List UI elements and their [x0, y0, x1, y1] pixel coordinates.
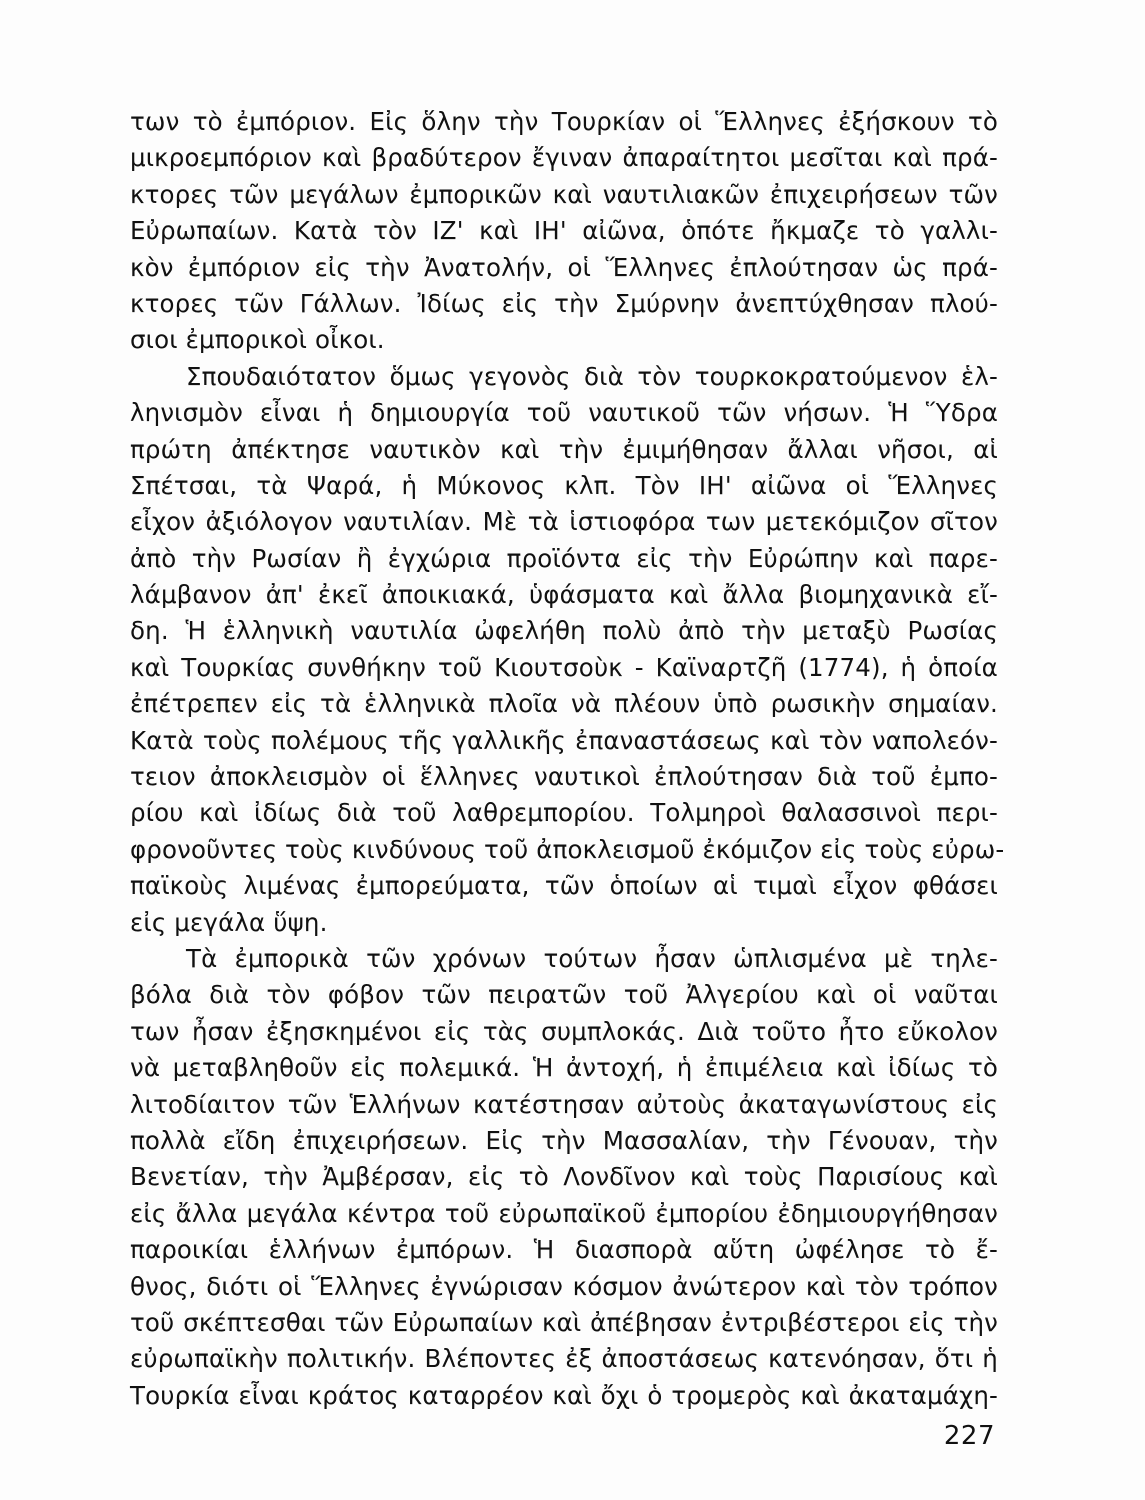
text-line: Σπέτσαι, τὰ Ψαρά, ἡ Μύκονος κλπ. Τὸν ΙΗ' αἰῶνα οἱ Ἕλληνες [130, 470, 998, 500]
text-line: ἀπὸ τὴν Ρωσίαν ἢ ἐγχώρια προϊόντα εἰς τὴν Εὐρώπην καὶ παρε- [130, 543, 998, 573]
page-number: 227 [943, 1421, 995, 1451]
text-line: ἐπέτρεπεν εἰς τὰ ἑλληνικὰ πλοῖα νὰ πλέουν ὑπὸ ρωσικὴν σημαίαν. [130, 689, 998, 719]
text-line: των τὸ ἐμπόριον. Εἰς ὅλην τὴν Τουρκίαν οἱ Ἕλληνες ἐξήσκουν τὸ [130, 107, 998, 136]
text-line: Σπουδαιότατον ὅμως γεγονὸς διὰ τὸν τουρκοκρατούμενον ἑλ- [186, 361, 998, 391]
body-text [130, 104, 1005, 1414]
text-line: νὰ μεταβληθοῦν εἰς πολεμικά. Ἡ ἀντοχή, ἡ ἐπιμέλεια καὶ ἰδίως τὸ [130, 1053, 998, 1083]
text-line: κὸν ἐμπόριον εἰς τὴν Ἀνατολήν, οἱ Ἕλληνες ἐπλούτησαν ὡς πρά- [130, 252, 998, 282]
text-line: ληνισμὸν εἶναι ἡ δημιουργία τοῦ ναυτικοῦ τῶν νήσων. Ἡ Ὕδρα [130, 398, 998, 428]
text-line: λιτοδίαιτον τῶν Ἑλλήνων κατέστησαν αὐτοὺς ἀκαταγωνίστους εἰς [130, 1089, 998, 1119]
text-line: ρίου καὶ ἰδίως διὰ τοῦ λαθρεμπορίου. Τολμηροὶ θαλασσινοὶ περι- [130, 798, 998, 828]
text-line: τειον ἀποκλεισμὸν οἱ ἕλληνες ναυτικοὶ ἐπλούτησαν διὰ τοῦ ἐμπο- [130, 762, 998, 792]
text-line: βόλα διὰ τὸν φόβον τῶν πειρατῶν τοῦ Ἀλγερίου καὶ οἱ ναῦται [130, 980, 998, 1010]
text-line: θνος, διότι οἱ Ἕλληνες ἐγνώρισαν κόσμον ἀνώτερον καὶ τὸν τρόπον [130, 1271, 998, 1301]
text-line: πολλὰ εἴδη ἐπιχειρήσεων. Εἰς τὴν Μασσαλίαν, τὴν Γένουαν, τὴν [130, 1125, 998, 1155]
text-line: καὶ Τουρκίας συνθήκην τοῦ Κιουτσοὺκ - Καϊναρτζῆ (1774), ἡ ὁποία [130, 652, 998, 682]
text-line: τοῦ σκέπτεσθαι τῶν Εὐρωπαίων καὶ ἀπέβησαν ἐντριβέστεροι εἰς τὴν [130, 1307, 998, 1337]
text-line: λάμβανον ἀπ' ἐκεῖ ἀποικιακά, ὑφάσματα καὶ ἄλλα βιομηχανικὰ εἴ- [130, 580, 998, 610]
text-line: των ἦσαν ἐξησκημένοι εἰς τὰς συμπλοκάς. Διὰ τοῦτο ἦτο εὔκολον [130, 1016, 998, 1046]
text-line: κτορες τῶν μεγάλων ἐμπορικῶν καὶ ναυτιλιακῶν ἐπιχειρήσεων τῶν [130, 179, 998, 209]
text-line: εἰς μεγάλα ὕψη. [130, 907, 328, 937]
text-line: παροικίαι ἑλλήνων ἐμπόρων. Ἡ διασπορὰ αὕτη ὠφέλησε τὸ ἔ- [130, 1235, 998, 1265]
text-line: σιοι ἐμπορικοὶ οἶκοι. [130, 325, 385, 355]
text-line: εἰς ἄλλα μεγάλα κέντρα τοῦ εὐρωπαϊκοῦ ἐμπορίου ἐδημιουργήθησαν [130, 1198, 998, 1228]
text-line: εὐρωπαϊκὴν πολιτικήν. Βλέποντες ἐξ ἀποστάσεως κατενόησαν, ὅτι ἡ [130, 1344, 998, 1374]
text-line: Εὐρωπαίων. Κατὰ τὸν ΙΖ' καὶ ΙΗ' αἰῶνα, ὁπότε ἤκμαζε τὸ γαλλι- [130, 216, 998, 246]
text-line: δη. Ἡ ἑλληνικὴ ναυτιλία ὠφελήθη πολὺ ἀπὸ τὴν μεταξὺ Ρωσίας [130, 616, 998, 646]
text-line: μικροεμπόριον καὶ βραδύτερον ἔγιναν ἀπαραίτητοι μεσῖται καὶ πρά- [130, 143, 998, 173]
text-line: Βενετίαν, τὴν Ἀμβέρσαν, εἰς τὸ Λονδῖνον καὶ τοὺς Παρισίους καὶ [130, 1162, 998, 1192]
text-line: Τουρκία εἶναι κράτος καταρρέον καὶ ὄχι ὁ τρομερὸς καὶ ἀκαταμάχη- [130, 1380, 998, 1410]
text-line: φρονοῦντες τοὺς κινδύνους τοῦ ἀποκλεισμοῦ ἐκόμιζον εἰς τοὺς εὐρω- [130, 834, 1005, 864]
text-line: Τὰ ἐμπορικὰ τῶν χρόνων τούτων ἦσαν ὡπλισμένα μὲ τηλε- [186, 943, 998, 973]
text-line: παϊκοὺς λιμένας ἐμπορεύματα, τῶν ὁποίων αἱ τιμαὶ εἶχον φθάσει [130, 871, 998, 901]
text-line: Κατὰ τοὺς πολέμους τῆς γαλλικῆς ἐπαναστάσεως καὶ τὸν ναπολεόν- [130, 725, 998, 755]
text-line: εἶχον ἀξιόλογον ναυτιλίαν. Μὲ τὰ ἱστιοφόρα των μετεκόμιζον σῖτον [130, 507, 998, 537]
text-line: πρώτη ἀπέκτησε ναυτικὸν καὶ τὴν ἐμιμήθησαν ἄλλαι νῆσοι, αἱ [130, 434, 998, 464]
text-line: κτορες τῶν Γάλλων. Ἰδίως εἰς τὴν Σμύρνην ἀνεπτύχθησαν πλού- [130, 288, 998, 318]
